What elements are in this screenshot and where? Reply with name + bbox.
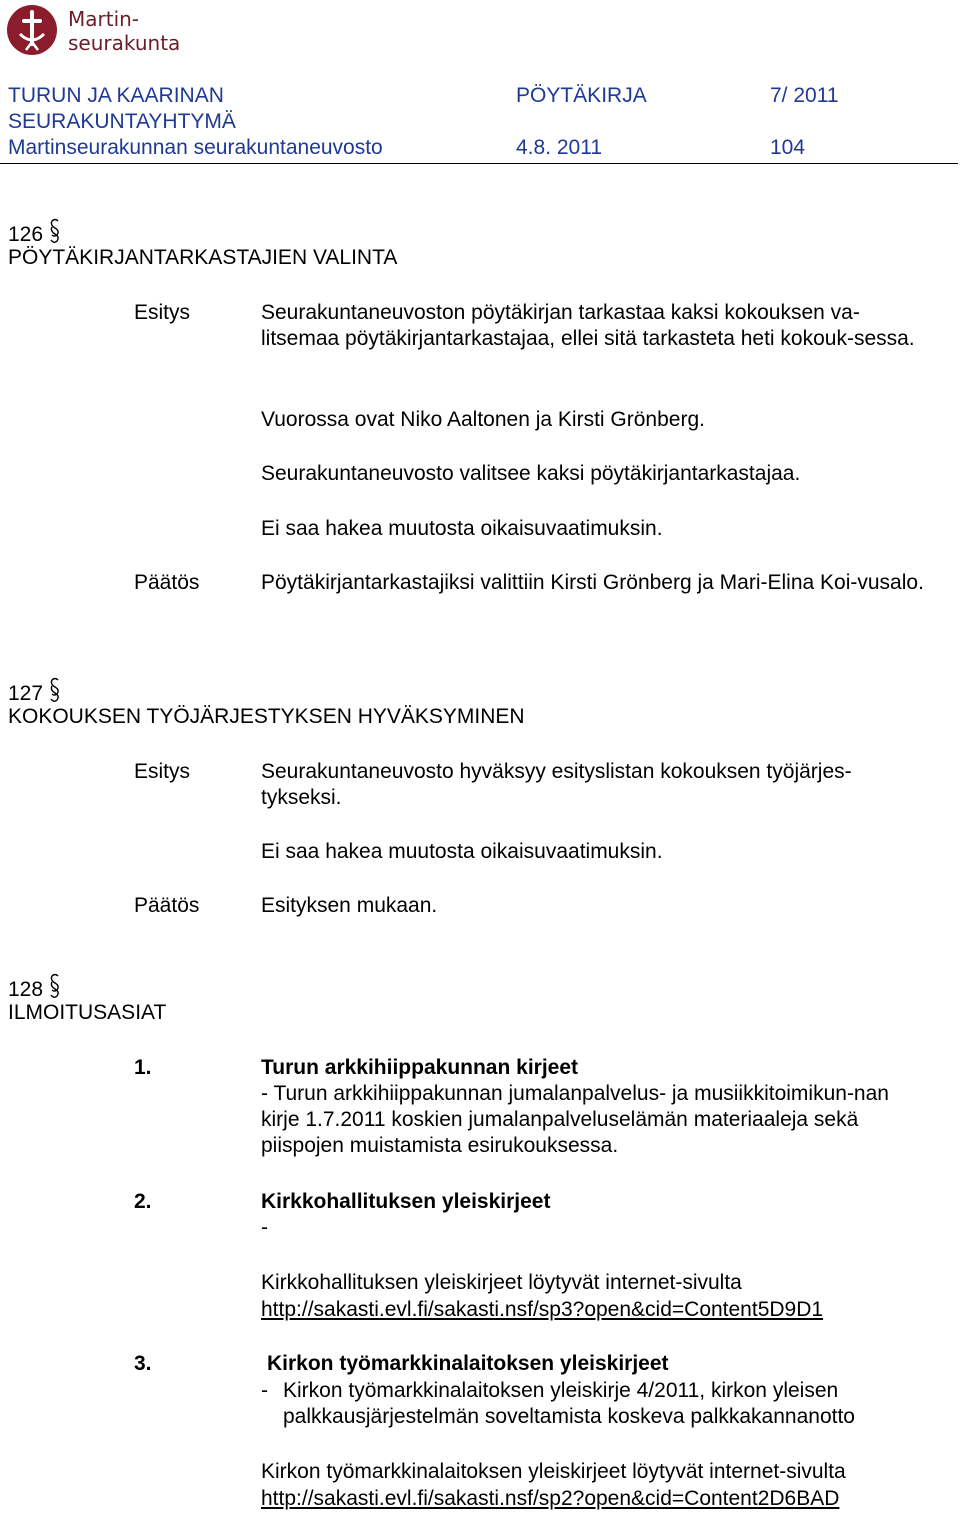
meeting-date: 4.8. 2011	[516, 136, 603, 159]
item-3-text: Kirkon työmarkkinalaitoksen yleiskirjeet löytyvät internet-sivulta	[261, 1460, 846, 1483]
item-3-link[interactable]	[261, 1486, 926, 1512]
line-ei-saa-126: Ei saa hakea muutosta oikaisuvaatimuksin.	[261, 517, 663, 540]
page-number: 104	[770, 136, 806, 159]
section-sign-icon	[49, 677, 61, 703]
paatos-label-126: Päätös	[134, 571, 200, 594]
item-2-dash: -	[261, 1216, 268, 1239]
esitys-label-127: Esitys	[134, 760, 191, 783]
line-vuorossa: Vuorossa ovat Niko Aaltonen ja Kirsti Grönberg.	[261, 408, 705, 431]
paatos-text-126: Pöytäkirjantarkastajiksi valittiin Kirsti Grönberg ja Mari-Elina Koi-vusalo.	[261, 571, 924, 594]
logo-line1: Martin-	[68, 7, 140, 31]
item-3-number: 3.	[134, 1352, 152, 1375]
esitys-label-126: Esitys	[134, 301, 191, 324]
section-126-number: 126	[8, 218, 61, 248]
esitys-text-127: Seurakuntaneuvosto hyväksyy esityslistan kokouksen työjärjes-tykseksi.	[261, 760, 852, 809]
section-127-title: KOKOUKSEN TYÖJÄRJESTYKSEN HYVÄKSYMINEN	[8, 705, 525, 728]
item-3-bullet: Kirkon työmarkkinalaitoksen yleiskirje 4/2011, kirkon yleisen palkkausjärjestelmän soveltamista koskeva palkkakannanotto	[283, 1379, 855, 1428]
esitys-text-126: Seurakuntaneuvoston pöytäkirjan tarkastaa kaksi kokouksen va-litsemaa pöytäkirjantarkastajaa, ellei sitä tarkasteta heti kokouk-sessa.	[261, 301, 915, 350]
issue-number: 7/ 2011	[770, 84, 839, 107]
section-sign-icon	[49, 218, 61, 244]
item-1-text: - Turun arkkihiippakunnan jumalanpalvelus- ja musiikkitoimikun-nan kirje 1.7.2011 koskien jumalanpalveluselämän materiaaleja sekä piispojen muistamista esirukouksessa.	[261, 1082, 889, 1157]
section-128-title: ILMOITUSASIAT	[8, 1001, 167, 1024]
line-valitsee: Seurakuntaneuvosto valitsee kaksi pöytäkirjantarkastajaa.	[261, 462, 801, 485]
paatos-text-127: Esityksen mukaan.	[261, 894, 438, 917]
section-126-title: PÖYTÄKIRJANTARKASTAJIEN VALINTA	[8, 246, 398, 269]
item-2-text: Kirkkohallituksen yleiskirjeet löytyvät internet-sivulta	[261, 1271, 742, 1294]
item-2-number: 2.	[134, 1190, 152, 1213]
sakasti-sp3-link[interactable]: http://sakasti.evl.fi/sakasti.nsf/sp3?open&cid=Content5D9D1	[261, 1298, 824, 1321]
item-2-heading: Kirkkohallituksen yleiskirjeet	[261, 1190, 551, 1213]
header-divider	[0, 163, 958, 164]
paatos-label-127: Päätös	[134, 894, 200, 917]
org-line1: TURUN JA KAARINAN	[8, 84, 224, 107]
doc-type: PÖYTÄKIRJA	[516, 84, 647, 107]
item-1-number: 1.	[134, 1056, 152, 1079]
item-2-link[interactable]	[261, 1297, 926, 1323]
logo-line2: seurakunta	[68, 31, 181, 55]
item-3-dash: -	[261, 1379, 268, 1402]
line-ei-saa-127: Ei saa hakea muutosta oikaisuvaatimuksin.	[261, 840, 663, 863]
item-3-heading: Kirkon työmarkkinalaitoksen yleiskirjeet	[267, 1352, 669, 1375]
section-127-number: 127	[8, 677, 61, 707]
martinseurakunta-logo	[6, 4, 236, 58]
sakasti-sp2-link[interactable]: http://sakasti.evl.fi/sakasti.nsf/sp2?open&cid=Content2D6BAD	[261, 1487, 840, 1510]
section-sign-icon	[49, 973, 61, 999]
item-1-heading: Turun arkkihiippakunnan kirjeet	[261, 1056, 579, 1079]
council-name: Martinseurakunnan seurakuntaneuvosto	[8, 136, 383, 159]
cross-emblem-icon	[6, 4, 58, 56]
org-line2: SEURAKUNTAYHTYMÄ	[8, 110, 236, 133]
section-128-number: 128	[8, 973, 61, 1003]
